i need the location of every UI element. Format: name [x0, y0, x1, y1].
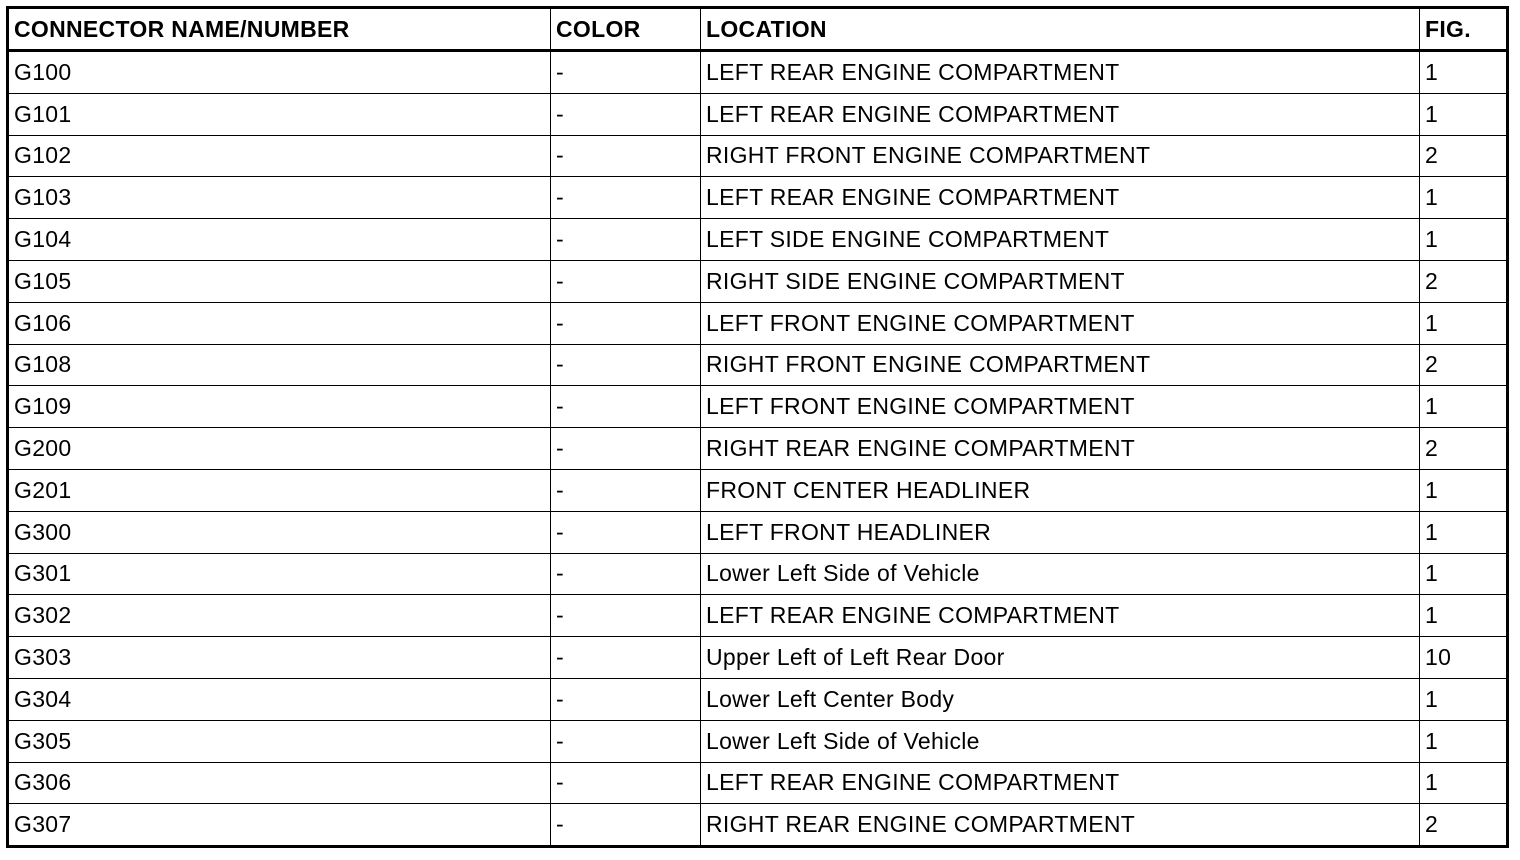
cell-color: -: [551, 344, 701, 386]
cell-connector-name: G305: [8, 720, 551, 762]
table-header-row: [8, 8, 1508, 51]
cell-fig: 1: [1420, 469, 1508, 511]
cell-fig: 1: [1420, 177, 1508, 219]
cell-connector-name: G301: [8, 553, 551, 595]
cell-location: LEFT FRONT ENGINE COMPARTMENT: [701, 386, 1420, 428]
cell-connector-name: G201: [8, 469, 551, 511]
table-row: [8, 219, 1508, 261]
cell-color: -: [551, 177, 701, 219]
cell-color: -: [551, 511, 701, 553]
cell-fig: 1: [1420, 93, 1508, 135]
table-row: [8, 720, 1508, 762]
cell-color: -: [551, 135, 701, 177]
cell-connector-name: G307: [8, 804, 551, 847]
table-row: [8, 177, 1508, 219]
cell-color: -: [551, 51, 701, 94]
table-row: [8, 678, 1508, 720]
cell-location: FRONT CENTER HEADLINER: [701, 469, 1420, 511]
cell-color: -: [551, 219, 701, 261]
cell-location: RIGHT FRONT ENGINE COMPARTMENT: [701, 135, 1420, 177]
cell-location: Lower Left Side of Vehicle: [701, 720, 1420, 762]
cell-location: LEFT REAR ENGINE COMPARTMENT: [701, 51, 1420, 94]
cell-location: Upper Left of Left Rear Door: [701, 637, 1420, 679]
table-row: [8, 553, 1508, 595]
table-row: [8, 762, 1508, 804]
cell-location: RIGHT REAR ENGINE COMPARTMENT: [701, 428, 1420, 470]
header-color: COLOR: [551, 8, 701, 51]
connector-location-table: [6, 6, 1509, 848]
cell-connector-name: G103: [8, 177, 551, 219]
cell-fig: 1: [1420, 511, 1508, 553]
cell-color: -: [551, 260, 701, 302]
cell-color: -: [551, 678, 701, 720]
cell-location: LEFT REAR ENGINE COMPARTMENT: [701, 595, 1420, 637]
cell-location: RIGHT FRONT ENGINE COMPARTMENT: [701, 344, 1420, 386]
cell-color: -: [551, 428, 701, 470]
cell-fig: 1: [1420, 302, 1508, 344]
table-row: [8, 344, 1508, 386]
cell-connector-name: G304: [8, 678, 551, 720]
cell-color: -: [551, 637, 701, 679]
cell-connector-name: G109: [8, 386, 551, 428]
cell-connector-name: G101: [8, 93, 551, 135]
table-row: [8, 804, 1508, 847]
cell-connector-name: G105: [8, 260, 551, 302]
cell-location: LEFT SIDE ENGINE COMPARTMENT: [701, 219, 1420, 261]
header-fig: FIG.: [1420, 8, 1508, 51]
cell-location: Lower Left Side of Vehicle: [701, 553, 1420, 595]
cell-fig: 2: [1420, 135, 1508, 177]
header-connector-name: CONNECTOR NAME/NUMBER: [8, 8, 551, 51]
cell-fig: 1: [1420, 219, 1508, 261]
cell-fig: 1: [1420, 553, 1508, 595]
cell-color: -: [551, 93, 701, 135]
cell-connector-name: G300: [8, 511, 551, 553]
table-row: [8, 469, 1508, 511]
cell-connector-name: G106: [8, 302, 551, 344]
cell-location: LEFT REAR ENGINE COMPARTMENT: [701, 762, 1420, 804]
cell-fig: 2: [1420, 804, 1508, 847]
cell-location: Lower Left Center Body: [701, 678, 1420, 720]
cell-fig: 2: [1420, 428, 1508, 470]
cell-color: -: [551, 302, 701, 344]
cell-location: LEFT REAR ENGINE COMPARTMENT: [701, 93, 1420, 135]
cell-location: RIGHT SIDE ENGINE COMPARTMENT: [701, 260, 1420, 302]
cell-fig: 10: [1420, 637, 1508, 679]
cell-connector-name: G104: [8, 219, 551, 261]
cell-fig: 1: [1420, 678, 1508, 720]
table-row: [8, 637, 1508, 679]
cell-connector-name: G108: [8, 344, 551, 386]
cell-fig: 1: [1420, 720, 1508, 762]
cell-color: -: [551, 553, 701, 595]
cell-connector-name: G306: [8, 762, 551, 804]
table-row: [8, 511, 1508, 553]
cell-location: RIGHT REAR ENGINE COMPARTMENT: [701, 804, 1420, 847]
table-row: [8, 260, 1508, 302]
cell-color: -: [551, 720, 701, 762]
table-row: [8, 302, 1508, 344]
cell-fig: 1: [1420, 386, 1508, 428]
cell-fig: 2: [1420, 344, 1508, 386]
cell-fig: 1: [1420, 762, 1508, 804]
cell-color: -: [551, 762, 701, 804]
cell-connector-name: G102: [8, 135, 551, 177]
cell-color: -: [551, 595, 701, 637]
cell-fig: 1: [1420, 595, 1508, 637]
cell-location: LEFT FRONT ENGINE COMPARTMENT: [701, 302, 1420, 344]
cell-connector-name: G100: [8, 51, 551, 94]
cell-connector-name: G302: [8, 595, 551, 637]
table-row: [8, 595, 1508, 637]
table-row: [8, 428, 1508, 470]
cell-fig: 2: [1420, 260, 1508, 302]
cell-connector-name: G303: [8, 637, 551, 679]
cell-color: -: [551, 804, 701, 847]
table-row: [8, 135, 1508, 177]
cell-color: -: [551, 469, 701, 511]
cell-connector-name: G200: [8, 428, 551, 470]
connector-table-container: [6, 6, 1506, 848]
table-row: [8, 51, 1508, 94]
cell-color: -: [551, 386, 701, 428]
header-location: LOCATION: [701, 8, 1420, 51]
cell-fig: 1: [1420, 51, 1508, 94]
table-row: [8, 386, 1508, 428]
cell-location: LEFT FRONT HEADLINER: [701, 511, 1420, 553]
cell-location: LEFT REAR ENGINE COMPARTMENT: [701, 177, 1420, 219]
table-row: [8, 93, 1508, 135]
